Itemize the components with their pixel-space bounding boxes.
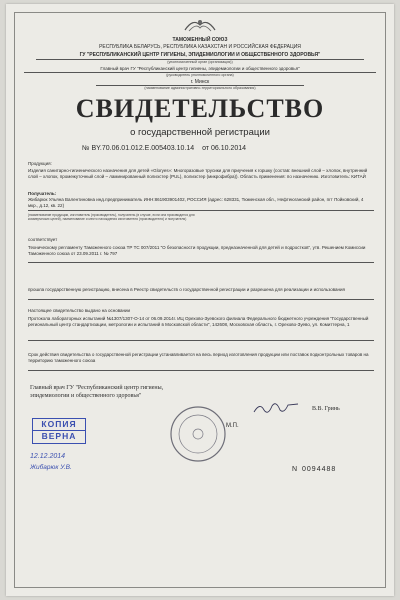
union-heading: ТАМОЖЕННЫЙ СОЮЗ	[172, 37, 228, 43]
product-label: Продукция:	[28, 161, 52, 166]
number-prefix: №	[82, 145, 90, 152]
copy-verified-stamp	[32, 418, 86, 444]
signatory-line: Главный врач ГУ "Республиканский центр гигиены, эпидемиологии и общественного здоровья"	[100, 66, 300, 71]
serial-letter: N	[292, 466, 298, 473]
serial-number-line	[292, 465, 336, 474]
conformity-text: Техническому регламенту Таможенного союза ТР ТС 007/2011 "О безопасности продукции, предназначенной для детей и подростков", утв. Решением Комиссии Таможенного союза от 23.09.2011 г. № 797	[28, 245, 366, 256]
certificate-number: BY.70.06.01.012.Е.005403.10.14	[91, 145, 195, 152]
certificate-number-line	[82, 144, 246, 153]
republics-heading: РЕСПУБЛИКА БЕЛАРУСЬ, РЕСПУБЛИКА КАЗАХСТАН И РОССИЙСКАЯ ФЕДЕРАЦИЯ	[99, 44, 301, 50]
recipient-text: Жибарюк Ульяна Валентиновна инд.предприниматель ИНН:861903901402, РОССИЯ (адрес: 628331, Тюменская обл., Нефтеюганский район, пгт Пойковский, 4 мкр., д.12, кв. 22)	[28, 197, 364, 208]
certificate-subtitle: о государственной регистрации	[130, 127, 270, 138]
stamp-line-1: КОПИЯ	[41, 419, 77, 429]
certificate-page	[6, 4, 394, 596]
stamp-line-2: ВЕРНА	[33, 430, 85, 442]
basis-text: Протокола лабораторных испытаний №1307/1307-О-14 от 06.09.2014г. ИЦ Орехово-Зуевского филиала Федерального бюджетного учреждения "Государственный региональный центр стандартизации, метрологии и испытаний в Московской области", 142608, Московская область, г. Орехово-Зуево, ул. Комиттерна, 1	[28, 316, 369, 327]
serial-number: 0094488	[302, 466, 337, 473]
handwritten-signature-icon	[252, 400, 302, 416]
certificate-title: СВИДЕТЕЛЬСТВО	[75, 94, 325, 123]
city-caption: (наименование административно-территориального образования)	[144, 86, 256, 90]
signatory-title: Главный врач ГУ "Республиканский центр гигиены, эпидемиологии и общественного здоровья"	[30, 385, 164, 399]
validity-text: Срок действия свидетельства о государственной регистрации устанавливается на весь период изготовления продукции или поставок подконтрольных товаров на территорию таможенного союза	[28, 352, 369, 363]
date-prefix: от	[202, 145, 210, 152]
organization-name: ГУ "РЕСПУБЛИКАНСКИЙ ЦЕНТР ГИГИЕНЫ, ЭПИДЕМИОЛОГИИ И ОБЩЕСТВЕННОГО ЗДОРОВЬЯ"	[79, 52, 321, 58]
mp-mark: М.П.	[226, 423, 239, 429]
round-seal-icon	[168, 404, 228, 464]
handwritten-signature: Жибарюк У.В.	[30, 464, 72, 471]
customs-union-emblem-icon	[183, 16, 217, 34]
city: г. Минск	[190, 79, 210, 85]
organization-caption: (уполномоченный орган (организация))	[167, 60, 233, 64]
basis-label: Настоящее свидетельство выдано на основании	[28, 308, 131, 313]
registry-text: прошла государственную регистрацию, внесена в Реестр свидетельств о государственной регистрации и разрешена для реализации и использования	[28, 287, 345, 292]
product-text: Изделия санитарно-гигиенического назначения для детей «Gloryes»: Многоразовые трусики для приучения к горшку (состав: внешний слой – хлопок, внутренний слой – хлопок, промежуточный слой – ламинированный полиэстер (PUL), полиэстер (микрофибра)). Область применения: по назначению. Изготовитель: КИТАЙ	[28, 168, 368, 179]
conformity-label: соответствует	[28, 237, 58, 242]
product-caption: (наименование продукции, изготовитель (производитель), получатель (в случае, если она производится для коммерческих целей), наименование и место нахождения изготовителя (производителя) и получателя)	[28, 213, 195, 222]
handwritten-date: 12.12.2014	[30, 453, 66, 460]
signatory-name: В.В. Гринь	[312, 406, 340, 412]
signatory-caption: (руководитель уполномоченного органа)	[166, 73, 234, 77]
certificate-date: 06.10.2014	[210, 145, 247, 152]
recipient-label: Получатель:	[28, 191, 57, 196]
